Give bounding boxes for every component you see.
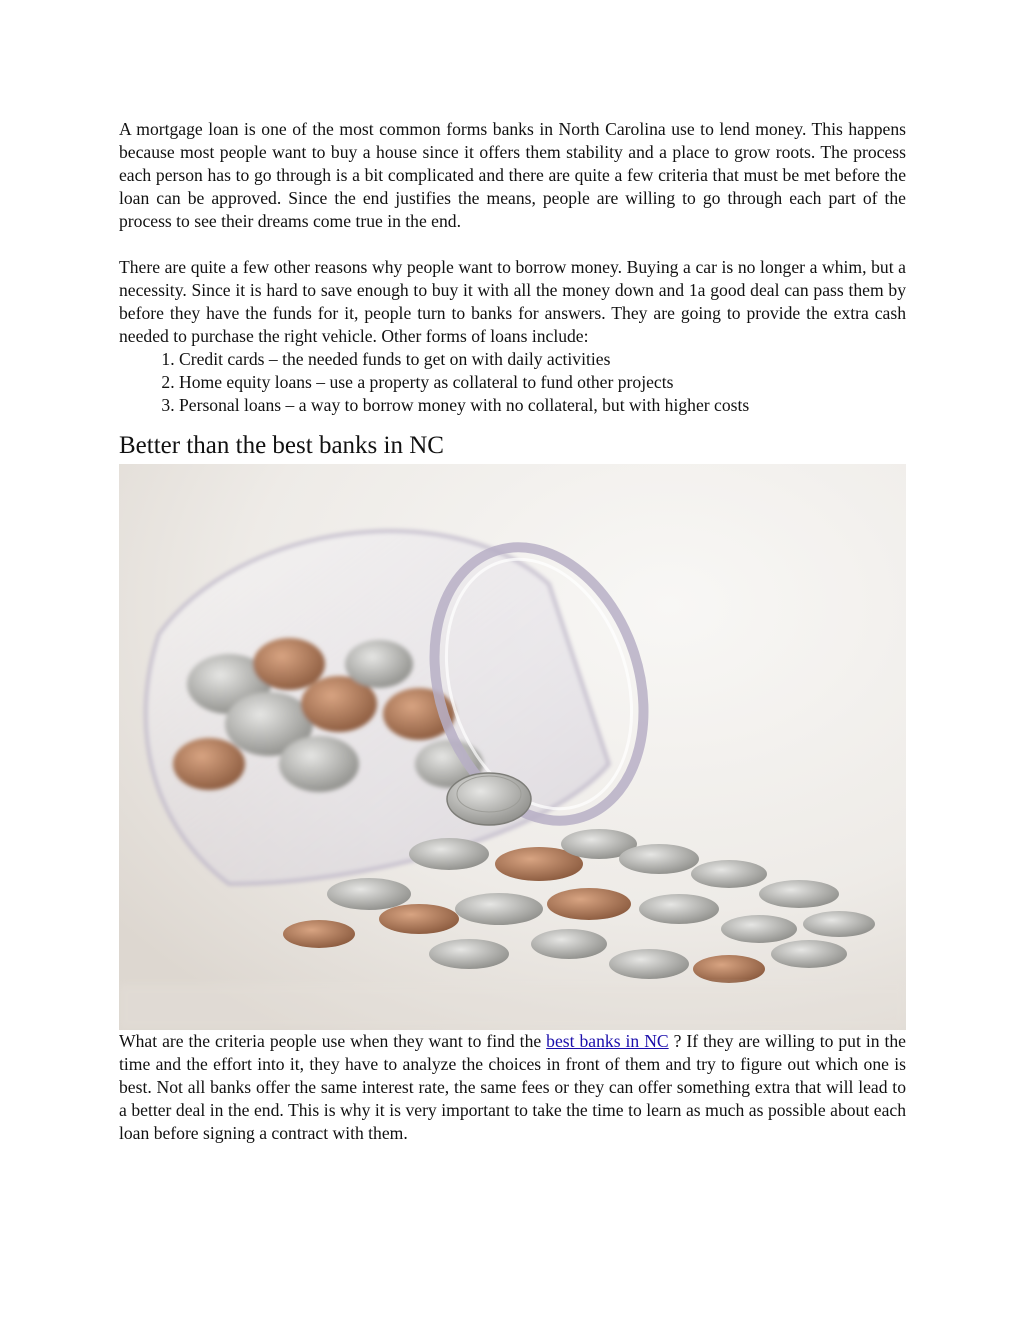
coin-jar-illustration [119, 464, 906, 1030]
list-item: 3. Personal loans – a way to borrow money with no collateral, but with higher costs [179, 394, 906, 417]
document-content [119, 118, 906, 1145]
section-heading: Better than the best banks in NC [119, 432, 444, 459]
paragraph-spacer [119, 233, 906, 256]
car-loans-paragraph: There are quite a few other reasons why people want to borrow money. Buying a car is no longer a whim, but a necessity. Since it is hard to save enough to buy it with all the money down and 1a good deal can pass them by before they have the funds for it, people turn to banks for answers. They are going to provide the extra cash needed to purchase the right vehicle. Other forms of loans include: [119, 257, 906, 346]
criteria-text-start: What are the criteria people use when they want to find the [119, 1031, 547, 1051]
intro-paragraph: A mortgage loan is one of the most common forms banks in North Carolina use to lend money. This happens because most people want to buy a house since it offers them stability and a place to grow roots. The process each person has to go through is a bit complicated and there are quite a few criteria that must be met before the loan can be approved. Since the end justifies the means, people are willing to go through each part of the process to see their dreams come true in the end. [119, 119, 906, 231]
best-banks-link[interactable]: best banks in NC [546, 1031, 669, 1051]
criteria-paragraph [119, 1030, 906, 1145]
loan-types-list [119, 348, 906, 417]
criteria-text-end: ? If they are willing to put in the time and the effort into it, they have to analyze the choices in front of them and try to figure out which one is best. Not all banks offer the same interest rate, the same fees or they can offer something extra that will lead to a better deal in the end. This is why it is very important to take the time to learn as much as possible about each loan before signing a contract with them. [119, 1031, 906, 1143]
coin-jar-photo [119, 464, 906, 1030]
list-item: 2. Home equity loans – use a property as collateral to fund other projects [179, 371, 906, 394]
list-item: 1. Credit cards – the needed funds to get on with daily activities [179, 348, 906, 371]
